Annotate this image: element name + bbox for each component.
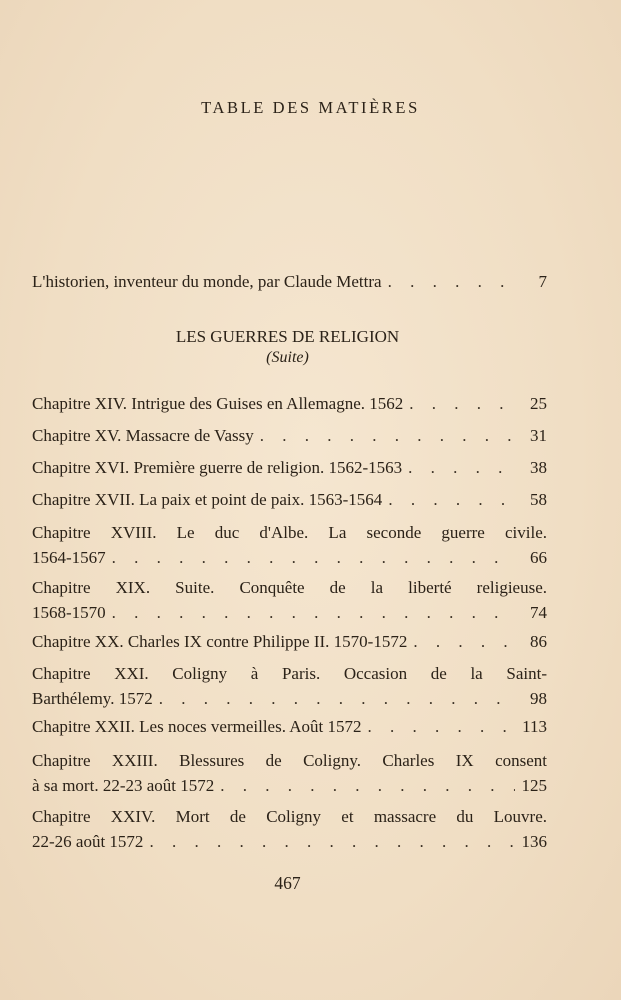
dot-leader bbox=[388, 269, 515, 294]
toc-entry bbox=[32, 804, 547, 854]
entry-page: 7 bbox=[538, 272, 547, 291]
dot-leader bbox=[149, 829, 515, 854]
toc-entry bbox=[32, 391, 547, 416]
toc-entry-intro bbox=[32, 269, 547, 294]
entry-title: Chapitre XV. Massacre de Vassy bbox=[32, 426, 254, 445]
entry-page: 66 bbox=[530, 548, 547, 567]
entry-title: Chapitre XXIV. Mort de Coligny et massacre du Louvre. bbox=[32, 807, 547, 826]
dot-leader bbox=[388, 487, 515, 512]
dot-leader bbox=[408, 455, 515, 480]
section-title: LES GUERRES DE RELIGION bbox=[175, 327, 400, 346]
entry-title-continued: Barthélemy. 1572 bbox=[32, 689, 153, 708]
entry-page: 31 bbox=[530, 426, 547, 445]
dot-leader bbox=[159, 686, 515, 711]
entry-page: 136 bbox=[521, 832, 547, 851]
toc-entry bbox=[32, 423, 547, 448]
entry-title: Chapitre XVIII. Le duc d'Albe. La seconde guerre civile. bbox=[32, 523, 547, 542]
entry-page: 25 bbox=[530, 394, 547, 413]
entry-title-continued: 1564-1567 bbox=[32, 548, 106, 567]
page-number: 467 bbox=[274, 873, 301, 893]
entry-page: 58 bbox=[530, 490, 547, 509]
entry-title: Chapitre XXIII. Blessures de Coligny. Charles IX consent bbox=[32, 751, 547, 770]
entry-title: Chapitre XX. Charles IX contre Philippe II. 1570-1572 bbox=[32, 632, 408, 651]
entry-page: 98 bbox=[530, 689, 547, 708]
toc-entry bbox=[32, 575, 547, 625]
entry-title: Chapitre XVI. Première guerre de religion. 1562-1563 bbox=[32, 458, 403, 477]
toc-entry bbox=[32, 748, 547, 798]
dot-leader bbox=[409, 391, 515, 416]
entry-title-continued: à sa mort. 22-23 août 1572 bbox=[32, 776, 215, 795]
entry-title-continued: 22-26 août 1572 bbox=[32, 832, 144, 851]
entry-title-continued: 1568-1570 bbox=[32, 603, 106, 622]
dot-leader bbox=[368, 714, 515, 739]
entry-title: Chapitre XIX. Suite. Conquête de la liberté religieuse. bbox=[32, 578, 547, 597]
entry-page: 113 bbox=[522, 717, 547, 736]
entry-title: Chapitre XXI. Coligny à Paris. Occasion de la Saint- bbox=[32, 664, 547, 683]
toc-entry bbox=[32, 487, 547, 512]
dot-leader bbox=[112, 545, 515, 570]
entry-page: 125 bbox=[521, 776, 547, 795]
dot-leader bbox=[413, 629, 515, 654]
entry-title: Chapitre XIV. Intrigue des Guises en Allemagne. 1562 bbox=[32, 394, 404, 413]
running-head: TABLE DES MATIÈRES bbox=[201, 98, 420, 117]
entry-page: 38 bbox=[530, 458, 547, 477]
entry-title: L'historien, inventeur du monde, par Claude Mettra bbox=[32, 272, 382, 291]
toc-entry bbox=[32, 714, 547, 739]
toc-entry bbox=[32, 520, 547, 570]
dot-leader bbox=[220, 773, 515, 798]
dot-leader bbox=[112, 600, 515, 625]
section-subtitle: (Suite) bbox=[266, 349, 309, 366]
toc-entry bbox=[32, 629, 547, 654]
dot-leader bbox=[260, 423, 515, 448]
toc-entry bbox=[32, 661, 547, 711]
entry-title: Chapitre XVII. La paix et point de paix. 1563-1564 bbox=[32, 490, 383, 509]
toc-entry bbox=[32, 455, 547, 480]
entry-page: 86 bbox=[530, 632, 547, 651]
entry-title: Chapitre XXII. Les noces vermeilles. Août 1572 bbox=[32, 717, 362, 736]
entry-page: 74 bbox=[530, 603, 547, 622]
